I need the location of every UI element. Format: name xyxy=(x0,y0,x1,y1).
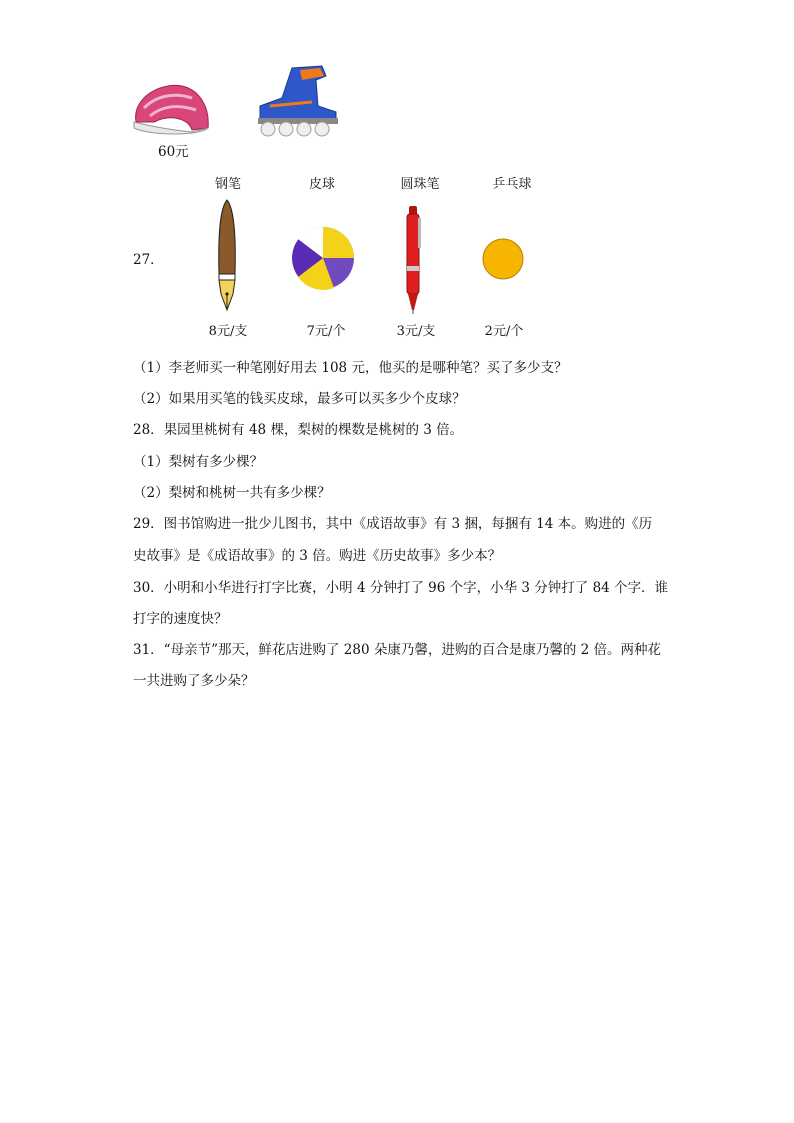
question-31-line-1: 31．“母亲节”那天，鲜花店进购了 280 朵康乃馨，进购的百合是康乃馨的 2 倍。两种花 xyxy=(133,642,662,658)
item-price-ballpoint-pen: 3元/支 xyxy=(396,324,436,339)
helmet-image xyxy=(130,78,210,136)
question-29-line-1: 29．图书馆购进一批少儿图书，其中《成语故事》有 3 捆，每捆有 14 本。购进的《历 xyxy=(133,516,653,532)
question-28-part-1: （1）梨树有多少棵？ xyxy=(133,454,264,470)
ball-icon xyxy=(290,225,356,291)
fountain-pen-image xyxy=(214,198,240,314)
ping-pong-ball-icon xyxy=(482,238,524,280)
question-27-part-2: （2）如果用买笔的钱买皮球，最多可以买多少个皮球？ xyxy=(133,391,466,407)
ping-pong-ball-image xyxy=(482,238,524,280)
item-name-fountain-pen: 钢笔 xyxy=(214,177,241,192)
helmet-icon xyxy=(130,78,210,136)
item-name-ballpoint-pen: 圆珠笔 xyxy=(400,177,440,192)
question-28-part-2: （2）梨树和桃树一共有多少棵？ xyxy=(133,485,331,501)
question-28-stem: 28．果园里桃树有 48 棵，梨树的棵数是桃树的 3 倍。 xyxy=(133,422,464,438)
question-30-line-2: 打字的速度快？ xyxy=(133,611,228,627)
question-29-line-2: 史故事》是《成语故事》的 3 倍。购进《历史故事》多少本？ xyxy=(133,548,502,564)
skate-icon xyxy=(252,62,342,138)
helmet-price: 60元 xyxy=(158,144,189,160)
ballpoint-pen-image xyxy=(400,204,426,316)
question-31-line-2: 一共进购了多少朵？ xyxy=(133,673,255,689)
question-27-number: 27． xyxy=(133,252,164,268)
fountain-pen-icon xyxy=(214,198,240,314)
item-price-ball: 7元/个 xyxy=(306,324,346,339)
ball-image xyxy=(290,225,356,291)
question-30-line-1: 30．小明和小华进行打字比赛，小明 4 分钟打了 96 个字，小华 3 分钟打了 84 个字．谁 xyxy=(133,580,669,596)
item-name-ball: 皮球 xyxy=(308,177,335,192)
ballpoint-pen-icon xyxy=(400,204,426,316)
inline-skate-image xyxy=(252,62,342,138)
item-price-fountain-pen: 8元/支 xyxy=(208,324,248,339)
item-price-ping-pong-ball: 2元/个 xyxy=(484,324,524,339)
item-name-ping-pong-ball: 乒乓球 xyxy=(492,177,532,192)
question-27-part-1: （1）李老师买一种笔刚好用去 108 元，他买的是哪种笔？买了多少支？ xyxy=(133,360,568,376)
